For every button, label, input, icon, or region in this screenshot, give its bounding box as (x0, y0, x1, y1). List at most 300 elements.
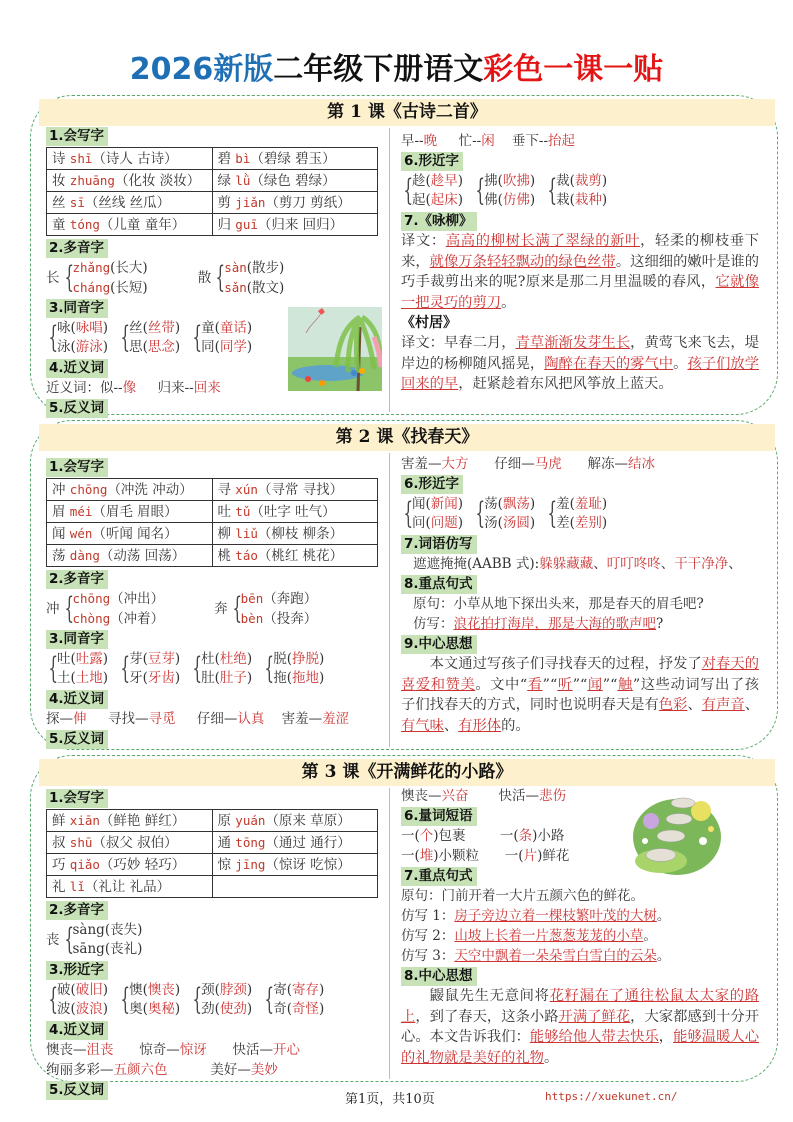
pair-item: 破(破旧) (57, 982, 109, 998)
pair-item: 奥(奥秘) (129, 1001, 181, 1017)
answer-text: 惊讶 (179, 1042, 207, 1058)
column-divider (389, 128, 390, 412)
polyphone-char: 奔 (214, 601, 228, 617)
text-run: 本文通过写孩子们寻找春天的过程，抒发了 (429, 656, 702, 672)
vocab-cell (47, 876, 213, 898)
character: 叔 (52, 834, 66, 851)
answer-text: 兴奋 (441, 788, 469, 804)
text-run: 垂下-- (494, 133, 549, 149)
text-run: 归来-- (136, 380, 194, 396)
underlined-answer: 闻 (587, 676, 603, 693)
section-heading (46, 900, 386, 920)
pinyin: yuán (235, 812, 266, 828)
character: 问 (412, 515, 426, 531)
example-words: （鲜艳 鲜红） (99, 812, 186, 829)
brace-icon: { (64, 260, 74, 295)
section-heading-label: 7.重点句式 (401, 867, 477, 886)
pinyin: chōng (69, 481, 108, 497)
brace-icon: { (48, 320, 59, 355)
section-heading-label: 4.近义词 (46, 690, 108, 709)
pair-item: 土(土地) (57, 670, 109, 686)
vocab-cell (212, 876, 378, 898)
section-heading (46, 457, 386, 477)
vocab-cell (47, 545, 213, 567)
text-line (401, 554, 759, 574)
character: 荡 (484, 496, 498, 512)
character: 颈 (201, 982, 215, 998)
word: 脖颈 (219, 982, 247, 998)
pinyin: xún (235, 481, 258, 497)
poem-subtitle: 《村居》 (401, 315, 457, 331)
underlined-answer: 花籽漏在了通往松鼠太太家的路上 (401, 988, 760, 1025)
text-run: 的。 (501, 717, 530, 734)
pinyin: méi (69, 503, 93, 519)
section-heading-label: 6.量词短语 (401, 807, 477, 826)
char-pair-group (545, 171, 607, 211)
section-heading (401, 634, 759, 654)
answer-text: 条 (518, 828, 533, 844)
answer-text: 伸 (73, 711, 87, 727)
brace-icon: { (547, 496, 558, 531)
char-pair-row (46, 649, 386, 689)
section-heading-label: 8.重点句式 (401, 575, 477, 594)
table-row (47, 148, 378, 170)
example-words: （原来 草原） (265, 812, 351, 829)
char-pair-row (401, 171, 759, 211)
text-run: 。 (656, 948, 671, 964)
reading-word: （冲着） (110, 611, 165, 627)
pinyin: jīng (235, 856, 266, 872)
word: 吐露 (75, 651, 103, 667)
word: 波浪 (75, 1001, 103, 1017)
section-heading-label: 6.形近字 (401, 152, 463, 171)
word: 飘荡 (502, 496, 530, 512)
character: 闻 (412, 496, 426, 512)
character: 归 (217, 216, 231, 233)
answer-text: 沮丧 (86, 1042, 114, 1058)
pair (129, 981, 180, 1019)
text-line (46, 709, 386, 729)
example-words: （诗人 古诗） (92, 150, 178, 167)
reading-word: （奔跑） (263, 591, 318, 607)
pair-item: 丝(丝带) (129, 320, 181, 336)
char-pair-group (473, 494, 535, 534)
character: 柳 (217, 525, 231, 542)
brace-icon: { (120, 982, 131, 1017)
character: 剪 (217, 194, 231, 211)
polyphone-group (46, 258, 148, 298)
character: 肚 (201, 670, 215, 686)
vocab-cell (212, 832, 378, 854)
answer-text: 寻觅 (148, 711, 176, 727)
text-run: 一( (401, 828, 420, 844)
reading-word: (丧失) (104, 922, 143, 938)
text-run: 、 (728, 556, 742, 572)
brace-icon: { (120, 320, 131, 355)
reading (224, 258, 284, 278)
pair (412, 172, 463, 210)
example-words: （动荡 回荡） (99, 547, 186, 564)
table-row (47, 810, 378, 832)
text-run: 遮遮掩掩(AABB 式): (413, 556, 540, 572)
section-heading (46, 788, 386, 808)
text-run: 早-- (401, 133, 424, 149)
answer-text: 悲伤 (539, 788, 567, 804)
underlined-answer: 触 (617, 676, 633, 693)
character: 绿 (217, 172, 231, 189)
reading-word: (长短) (110, 280, 148, 296)
table-row (47, 854, 378, 876)
pair-item: 杜(杜绝) (201, 651, 253, 667)
text-run: ”“ (602, 676, 618, 693)
lesson-title: 第 1 课《古诗二首》 (39, 99, 775, 126)
pair-item: 荡(飘荡) (484, 496, 536, 512)
text-line (401, 906, 759, 926)
pinyin: dàng (69, 547, 100, 563)
pinyin: tǔ (235, 503, 251, 519)
pinyin: xiān (69, 812, 100, 828)
pair-item: 童(童话) (201, 320, 253, 336)
character: 眉 (52, 503, 66, 520)
word: 破旧 (75, 982, 103, 998)
character: 杜 (201, 651, 215, 667)
character: 童 (52, 216, 66, 233)
reading-word: (丧礼) (104, 941, 143, 957)
char-pair-group (190, 649, 252, 689)
character: 桃 (217, 547, 231, 564)
char-pair-group (401, 171, 463, 211)
section-heading-label: 5.反义词 (46, 1081, 108, 1100)
table-row (47, 545, 378, 567)
document-title (0, 44, 793, 88)
pair-item: 栽(栽种) (556, 192, 608, 208)
text-run: 。文中“ (475, 676, 528, 693)
text-run: 。 (543, 1049, 559, 1066)
text-run: 。 (501, 294, 516, 311)
vocab-cell (47, 810, 213, 832)
character: 羞 (556, 496, 570, 512)
polyphone-row (46, 258, 386, 298)
character: 芽 (129, 651, 143, 667)
readings (241, 589, 318, 629)
underlined-answer: 能够给他人带去快乐 (529, 1029, 659, 1045)
readings (73, 258, 148, 298)
vocab-cell (212, 479, 378, 501)
vocab-cell (47, 854, 213, 876)
pair-item: 差(差别) (556, 515, 608, 531)
underlined-answer: 能够温暖人心的礼物就是美好的礼物 (401, 1029, 760, 1066)
character: 原 (217, 812, 231, 829)
answer-text: 认真 (237, 711, 265, 727)
char-pair-group (46, 980, 108, 1020)
text-run: 快活— (468, 788, 540, 804)
example-words: （归来 回归） (257, 216, 344, 233)
pair-item: 寄(寄存) (273, 982, 325, 998)
pair (273, 981, 324, 1019)
right-column (401, 131, 759, 395)
table-row (47, 501, 378, 523)
text-line (401, 946, 759, 966)
table-row (47, 170, 378, 192)
brace-icon: { (264, 982, 275, 1017)
character: 诗 (52, 150, 66, 167)
text-run: )鲜花 (537, 848, 570, 864)
section-heading (46, 398, 386, 418)
pair (57, 650, 108, 688)
answer-text: 个 (419, 828, 434, 844)
char-pair-group (545, 494, 607, 534)
pinyin: sàn (224, 260, 247, 275)
section-heading-label: 1.会写字 (46, 127, 108, 146)
character: 牙 (129, 670, 143, 686)
text-line (401, 926, 759, 946)
example-words: （听闻 闻名） (92, 525, 178, 542)
text-run: 、 (660, 556, 675, 572)
character: 童 (201, 320, 215, 336)
example-words: （桃红 桃花） (257, 547, 344, 564)
readings (73, 921, 143, 959)
section-heading-label: 2.多音字 (46, 901, 108, 920)
underlined-answer: 浪花拍打海岸，那是大海的歌声吧 (453, 616, 656, 632)
section-heading (401, 574, 759, 594)
pair-item: 泳(游泳) (57, 339, 109, 355)
pinyin: guī (235, 216, 258, 232)
character: 寻 (217, 481, 231, 498)
word: 奇怪 (291, 1001, 319, 1017)
pair (57, 981, 108, 1019)
pair (201, 319, 252, 357)
underlined-answer: 陶醉在春天的雾气中 (544, 355, 674, 372)
pair-item: 牙(牙齿) (129, 670, 181, 686)
pair-item: 拖(拖地) (273, 670, 325, 686)
pinyin: bèn (240, 611, 264, 626)
underlined-answer: 有声音 (701, 697, 745, 713)
answer-text: 马虎 (534, 456, 562, 472)
answer-text: 堆 (419, 848, 434, 864)
vocab-cell (212, 854, 378, 876)
word: 土地 (75, 670, 103, 686)
table-row (47, 479, 378, 501)
example-words: （巧妙 轻巧） (99, 856, 186, 873)
left-column (46, 788, 386, 1100)
brace-icon: { (64, 922, 74, 957)
lesson-title: 第 2 课《找春天》 (39, 424, 775, 451)
paragraph (401, 986, 759, 1068)
text-run: 忙-- (437, 133, 482, 149)
character: 破 (57, 982, 71, 998)
text-run: 美好— (167, 1062, 251, 1078)
section-heading (46, 1080, 386, 1100)
text-run: 。 (673, 355, 688, 372)
word: 问题 (430, 515, 458, 531)
vocab-cell (47, 523, 213, 545)
answer-text: 躲躲藏藏 (539, 556, 594, 572)
character: 脱 (273, 651, 287, 667)
vocab-cell (212, 192, 378, 214)
pinyin: wén (69, 525, 93, 541)
example-words: （儿童 童年） (99, 216, 186, 233)
answer-text: 结冰 (628, 456, 655, 472)
character: 劲 (201, 1001, 215, 1017)
table-row (47, 876, 378, 898)
pair-item: 芽(豆芽) (129, 651, 181, 667)
character: 丝 (52, 194, 66, 211)
character: 奇 (273, 1001, 287, 1017)
table-row (47, 832, 378, 854)
example-words: （柳枝 柳条） (257, 525, 344, 542)
reading (73, 921, 143, 940)
underlined-answer: 有气味 (401, 717, 444, 734)
pair (556, 495, 607, 533)
polyphone-group (46, 920, 142, 960)
pinyin: tóng (69, 216, 100, 232)
pair-item: 脱(挣脱) (273, 651, 325, 667)
character: 荡 (52, 547, 66, 564)
section-heading (401, 966, 759, 986)
reading-word: （投奔） (263, 611, 318, 627)
left-column (46, 457, 386, 749)
vocab-cell (47, 832, 213, 854)
char-pair-group (118, 649, 180, 689)
column-divider (389, 788, 390, 1079)
brace-icon: { (403, 173, 414, 208)
answer-text: 美妙 (250, 1062, 278, 1078)
vocab-cell (47, 214, 213, 236)
title-series: 彩色一课一贴 (483, 52, 664, 87)
char-pair-group (118, 318, 180, 358)
readings (73, 589, 165, 629)
text-run: ”“ (572, 676, 588, 693)
pair (57, 319, 108, 357)
text-run: 、 (443, 717, 459, 734)
pair-item: 问(问题) (412, 515, 464, 531)
answer-text: 回来 (193, 380, 221, 396)
character: 吐 (217, 503, 231, 520)
reading (224, 278, 284, 298)
title-edition: 2026新版 (129, 52, 274, 87)
text-run: 快活— (206, 1042, 273, 1058)
pair-item: 起(起床) (412, 192, 464, 208)
text-run: ，到了春天，这条小路 (415, 1008, 559, 1025)
text-run: 解冻— (561, 456, 628, 472)
char-pair-row (46, 980, 386, 1020)
reading (73, 589, 165, 609)
text-run: ，大家都感到十分开心。本文告诉我们： (401, 1008, 760, 1045)
underlined-answer: 山坡上长着一片葱葱茏茏的小草 (454, 928, 644, 944)
word: 奥秘 (147, 1001, 175, 1017)
example-words: （丝线 丝瓜） (84, 194, 171, 211)
answer-text: 晚 (423, 133, 438, 149)
brace-icon: { (475, 173, 486, 208)
section-heading-label: 3.同音字 (46, 299, 108, 318)
pair-item: 裁(裁剪) (556, 173, 608, 189)
text-run: ”这些动词写出了孩子们找春天的方式，同时也说明春天是有 (401, 676, 760, 713)
reading-word: (长大) (110, 260, 148, 276)
polyphone-row (46, 920, 386, 960)
polyphone-char: 散 (197, 270, 212, 286)
text-run: 仿写 3： (401, 948, 455, 964)
section-heading (46, 126, 386, 146)
text-run: ”“ (542, 676, 558, 693)
site-url[interactable]: https://xuekunet.cn/ (545, 1090, 678, 1103)
section-heading (401, 151, 759, 171)
text-run: 懊丧— (401, 788, 442, 804)
character: 鲜 (52, 812, 66, 829)
word: 羞耻 (574, 496, 602, 512)
pair-item: 吐(吐露) (57, 651, 109, 667)
lesson-1-card (30, 95, 778, 415)
character: 土 (57, 670, 71, 686)
answer-text: 五颜六色 (113, 1062, 168, 1078)
underlined-answer: 对春天的喜爱和赞美 (401, 656, 760, 693)
char-pair-row (401, 494, 759, 534)
text-line (401, 454, 759, 474)
underlined-answer: 天空中飘着一朵朵雪白雪白的云朵 (454, 948, 657, 964)
vocab-cell (212, 170, 378, 192)
word: 豆芽 (147, 651, 175, 667)
pinyin: sǎn (224, 280, 247, 295)
underlined-answer: 看 (527, 676, 543, 693)
text-run: ，轻柔的柳枝垂下来， (401, 233, 760, 270)
character: 拂 (484, 173, 498, 189)
word: 差别 (574, 515, 602, 531)
example-words: （吐字 吐气） (250, 503, 336, 520)
text-run: ， (658, 1029, 674, 1045)
answer-text: 闲 (481, 133, 495, 149)
text-run: 。 (643, 928, 657, 944)
pair-item: 咏(咏唱) (57, 320, 109, 336)
brace-icon: { (232, 591, 242, 626)
paragraph (401, 231, 759, 313)
character: 汤 (484, 515, 498, 531)
example-words: （眉毛 眉眼） (92, 503, 178, 520)
flower-path-illustration (631, 781, 725, 877)
character: 裁 (556, 173, 570, 189)
section-heading-label: 4.近义词 (46, 359, 108, 378)
word: 咏唱 (75, 320, 103, 336)
section-heading (46, 569, 386, 589)
character: 起 (412, 192, 426, 208)
text-run: 译文：早春二月， (401, 335, 516, 351)
word: 栽种 (574, 192, 602, 208)
pinyin: bēn (240, 591, 264, 606)
pair-item: 劲(使劲) (201, 1001, 253, 1017)
char-pair-group (473, 171, 535, 211)
brace-icon: { (215, 260, 226, 295)
page-number: 第1页，共10页 (345, 1092, 435, 1107)
text-run: 。这细细的嫩叶是谁的巧手裁剪出来的呢?原来是那二月里温暖的春风， (401, 253, 760, 290)
section-heading-label: 4.近义词 (46, 1021, 108, 1040)
section-heading-label: 1.会写字 (46, 458, 108, 477)
word: 游泳 (75, 339, 103, 355)
pair-item: 思(思念) (129, 339, 181, 355)
polyphone-row (46, 589, 386, 629)
brace-icon: { (48, 651, 59, 686)
character: 巧 (52, 856, 66, 873)
section-heading-label: 1.会写字 (46, 789, 108, 808)
answer-text: 抬起 (548, 133, 576, 149)
polyphone-char: 冲 (46, 601, 60, 617)
section-heading-label: 5.反义词 (46, 730, 108, 749)
vocab-cell (47, 192, 213, 214)
word: 起床 (430, 192, 458, 208)
text-run: 、 (744, 697, 760, 713)
word: 同学 (219, 339, 247, 355)
pair (201, 981, 252, 1019)
polyphone-group (46, 589, 164, 629)
brace-icon: { (403, 496, 414, 531)
section-heading (46, 689, 386, 709)
